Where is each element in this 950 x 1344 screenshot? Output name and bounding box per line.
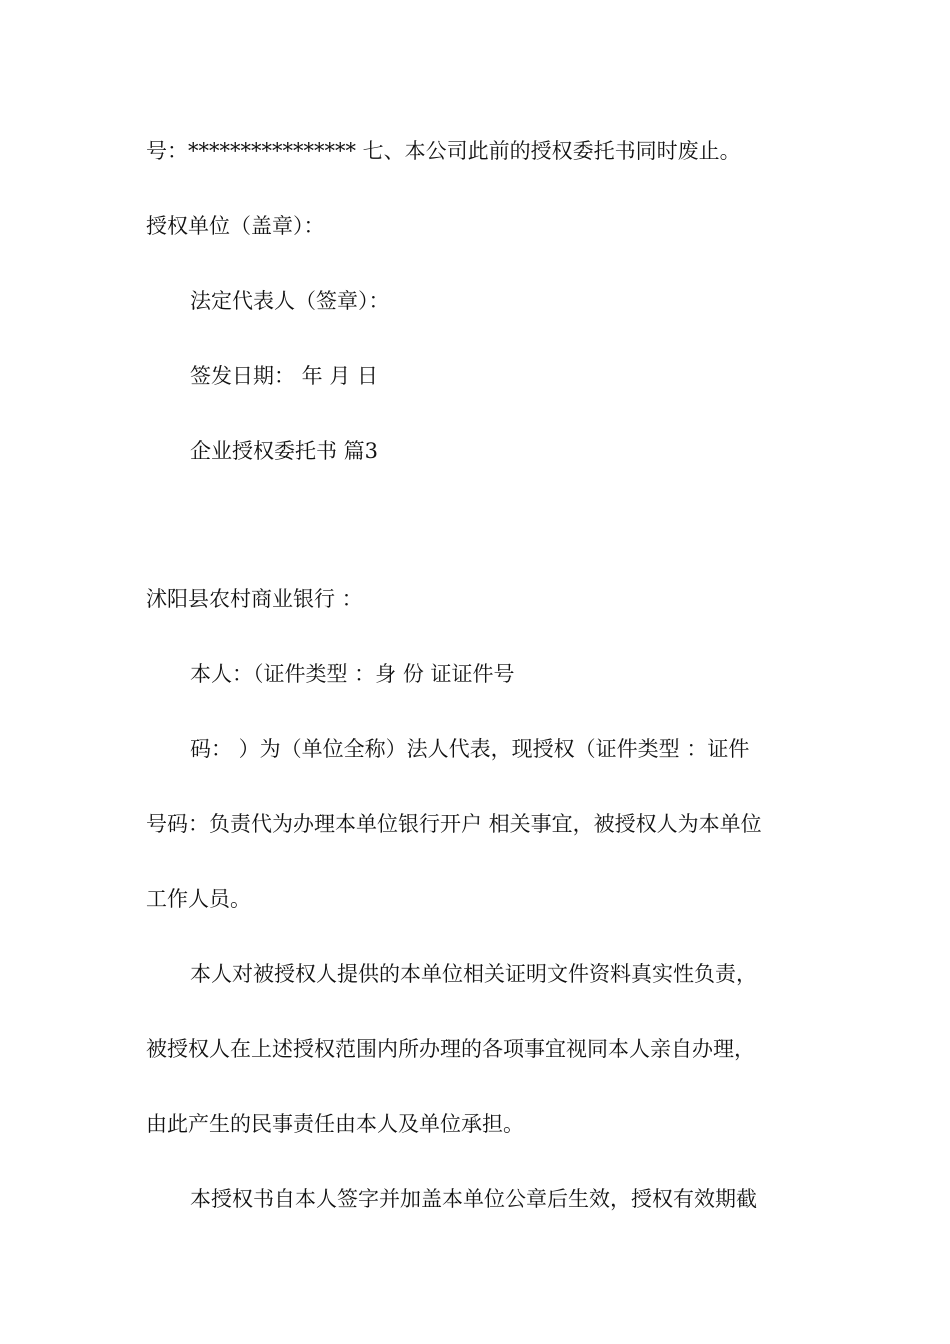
text-line-legal-representative: 法定代表人（签章）：	[190, 289, 390, 313]
text-line-addressee: 沭阳县农村商业银行 ：	[146, 587, 363, 611]
text-line-authorizing-unit: 授权单位（盖章）：	[146, 214, 325, 238]
text-line-paragraph-2: 本人对被授权人提供的本单位相关证明文件资料真实性负责，	[190, 962, 757, 986]
section-heading: 企业授权委托书 篇3	[190, 439, 379, 463]
text-line-paragraph-3: 本授权书自本人签字并加盖本单位公章后生效，授权有效期截	[190, 1187, 757, 1211]
text-line-paragraph-1: 本人：（证件类型 ：身 份 证证件号	[190, 662, 515, 686]
text-line-paragraph-1: 工作人员。	[146, 887, 251, 911]
text-line-issue-date: 签发日期： 年 月 日	[190, 364, 379, 388]
text-line-paragraph-2: 被授权人在上述授权范围内所办理的各项事宜视同本人亲自办理，	[146, 1037, 755, 1061]
text-line-paragraph-1: 码： ）为（单位全称）法人代表，现授权（证件类型 ：证件	[190, 737, 750, 761]
text-line-id-number-and-clause-7: 号：**************** 七、本公司此前的授权委托书同时废止。	[146, 139, 741, 163]
text-line-paragraph-2: 由此产生的民事责任由本人及单位承担。	[146, 1112, 524, 1136]
text-line-paragraph-1: 号码：负责代为办理本单位银行开户 相关事宜，被授权人为本单位	[146, 812, 762, 836]
